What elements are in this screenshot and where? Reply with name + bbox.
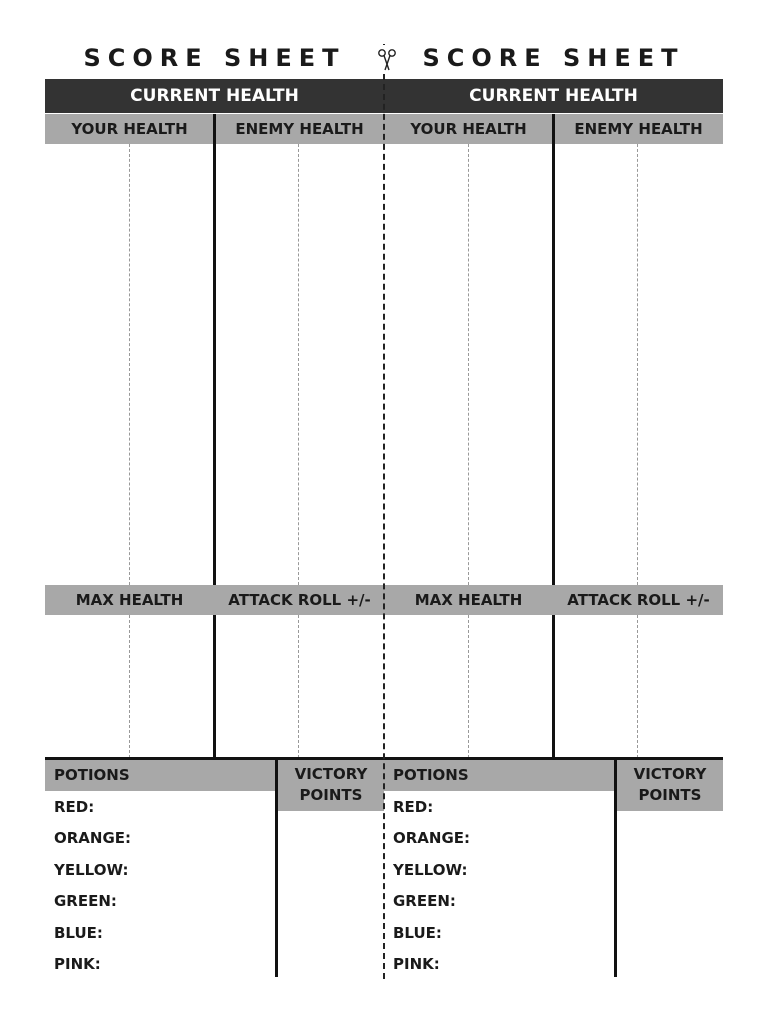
potions-header: POTIONS [45,760,275,791]
column-divider [552,114,555,759]
stats-column-headers [384,585,723,615]
enemy-health-label: ENEMY HEALTH [235,120,364,138]
enemy-health-tally-guide [298,144,299,585]
sheet-title: SCORE SHEET [422,44,685,72]
potion-orange: ORANGE: [54,829,132,848]
current-health-header: CURRENT HEALTH [45,79,384,113]
potion-red: RED: [54,798,95,816]
stats-column-headers [45,585,384,615]
enemy-health-label: ENEMY HEALTH [574,120,703,138]
potion-list [393,792,613,980]
your-health-label: YOUR HEALTH [410,120,527,138]
your-health-tally-guide [468,144,469,585]
max-health-label: MAX HEALTH [75,591,184,609]
max-health-label: MAX HEALTH [414,591,523,609]
potions-header: POTIONS [384,760,614,791]
victory-points-header [278,760,384,811]
potion-blue: BLUE: [393,923,442,942]
potion-pink: PINK: [393,954,440,973]
cut-line [383,44,385,979]
enemy-health-tally-guide [637,144,638,585]
column-divider [213,114,216,759]
potion-yellow: YELLOW: [393,860,468,879]
scissors-icon [377,45,397,73]
your-health-tally-guide [129,144,130,585]
current-health-header: CURRENT HEALTH [384,79,723,113]
potion-list [54,792,274,980]
victory-points-header [617,760,723,811]
potions-divider [614,760,617,977]
potion-pink: PINK: [54,954,101,973]
score-sheet-right [384,0,723,1024]
potion-blue: BLUE: [54,923,103,942]
attack-roll-tally-guide [637,615,638,758]
attack-roll-label: ATTACK ROLL +/- [228,591,371,609]
victory-points-line1: VICTORY [633,765,707,783]
attack-roll-label: ATTACK ROLL +/- [567,591,710,609]
potion-green: GREEN: [393,892,456,911]
victory-points-line2: POINTS [299,786,363,804]
max-health-tally-guide [129,615,130,758]
score-sheet-left [45,0,384,1024]
potion-red: RED: [393,798,434,816]
your-health-label: YOUR HEALTH [71,120,188,138]
potion-orange: ORANGE: [393,829,471,848]
potion-yellow: YELLOW: [54,860,129,879]
victory-points-line2: POINTS [638,786,702,804]
sheet-title: SCORE SHEET [83,44,346,72]
max-health-tally-guide [468,615,469,758]
potions-divider [275,760,278,977]
potion-green: GREEN: [54,892,117,911]
victory-points-line1: VICTORY [294,765,368,783]
attack-roll-tally-guide [298,615,299,758]
